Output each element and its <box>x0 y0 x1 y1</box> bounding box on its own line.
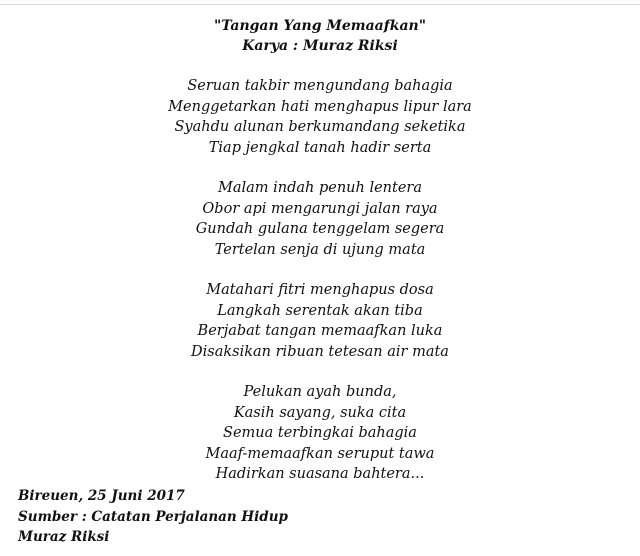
poem-author-line: Karya : Muraz Riksi <box>242 38 398 54</box>
place-date: Bireuen, 25 Juni 2017 <box>18 488 185 504</box>
verse-line: Matahari fitri menghapus dosa <box>206 282 434 298</box>
verse-line: Maaf-memaafkan seruput tawa <box>205 445 435 462</box>
verse-line: Gundah gulana tenggelam segera <box>195 221 445 237</box>
verse-line: Disaksikan ribuan tetesan air mata <box>191 343 449 360</box>
verse-line: Kasih sayang, suka cita <box>233 404 407 421</box>
verse-line: Obor api mengarungi jalan raya <box>202 200 438 217</box>
poem <box>0 16 640 485</box>
verse-line: Semua terbingkai bahagia <box>223 425 417 441</box>
verse-line: Malam indah penuh lentera <box>217 180 422 196</box>
verse-line: Seruan takbir mengundang bahagia <box>187 78 453 94</box>
verse-line: Hadirkan suasana bahtera... <box>215 466 425 482</box>
footer-author: Muraz Riksi <box>18 529 110 545</box>
stanza-4 <box>0 382 640 485</box>
top-divider <box>0 4 640 5</box>
verse-line: Berjabat tangan memaafkan luka <box>197 323 443 339</box>
source-line: Sumber : Catatan Perjalanan Hidup <box>18 508 288 525</box>
verse-line: Pelukan ayah bunda, <box>243 384 397 400</box>
stanza-3 <box>0 280 640 362</box>
verse-line: Langkah serentak akan tiba <box>217 302 423 319</box>
stanza-1 <box>0 76 640 158</box>
verse-line: Tertelan senja di ujung mata <box>214 241 426 258</box>
verse-line: Syahdu alunan berkumandang seketika <box>174 119 466 135</box>
poem-footer <box>18 486 288 548</box>
verse-line: Tiap jengkal tanah hadir serta <box>208 139 432 156</box>
stanza-2 <box>0 178 640 260</box>
verse-line: Menggetarkan hati menghapus lipur lara <box>168 98 472 115</box>
poem-title: "Tangan Yang Memaafkan" <box>214 18 426 34</box>
